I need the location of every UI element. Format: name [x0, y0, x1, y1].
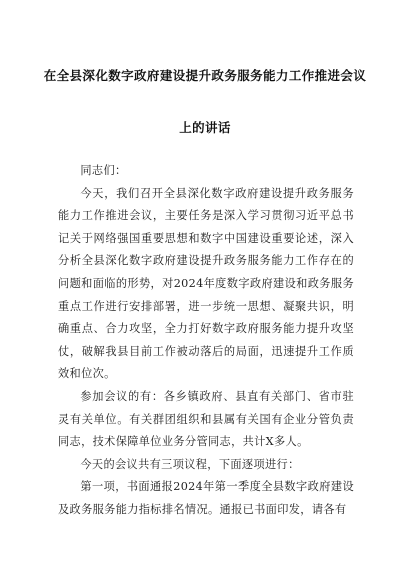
document-title-line-2: 上的讲话	[179, 120, 231, 135]
body-paragraph: 今天的会议共有三项议程，下面逐项进行：	[80, 457, 300, 471]
document-title-line-1: 在全县深化数字政府建设提升政务服务能力工作推进会议	[43, 68, 367, 83]
body-paragraph: 参加会议的有：各乡镇政府、县直有关部门、省市驻灵有关单位。有关群团组织和县属有关国有企业分管负责同志，技术保障单位业务分管同志，共计X多人。	[58, 389, 354, 449]
body-paragraph: 今天，我们召开全县深化数字政府建设提升政务服务能力工作推进会议，主要任务是深入学习贯彻习近平总书记关于网络强国重要思想和数字中国建设重要论述，深入分析全县深化数字政府建设提升政务服务能力工作存在的问题和面临的形势，对2024年度数字政府建设和政务服务重点工作进行安排部署，进一步统一思想、凝聚共识，明确重点、合力攻坚，全力打好数字政府服务能力提升攻坚仗，破解我县目前工作被动落后的局面，迅速提升工作质效和位次。	[58, 186, 354, 381]
document-body	[58, 160, 354, 522]
body-paragraph: 第一项，书面通报2024年第一季度全县数字政府建设及政务服务能力指标排名情况。通报已书面印发，请各有	[58, 480, 354, 516]
salutation: 同志们：	[80, 164, 127, 177]
